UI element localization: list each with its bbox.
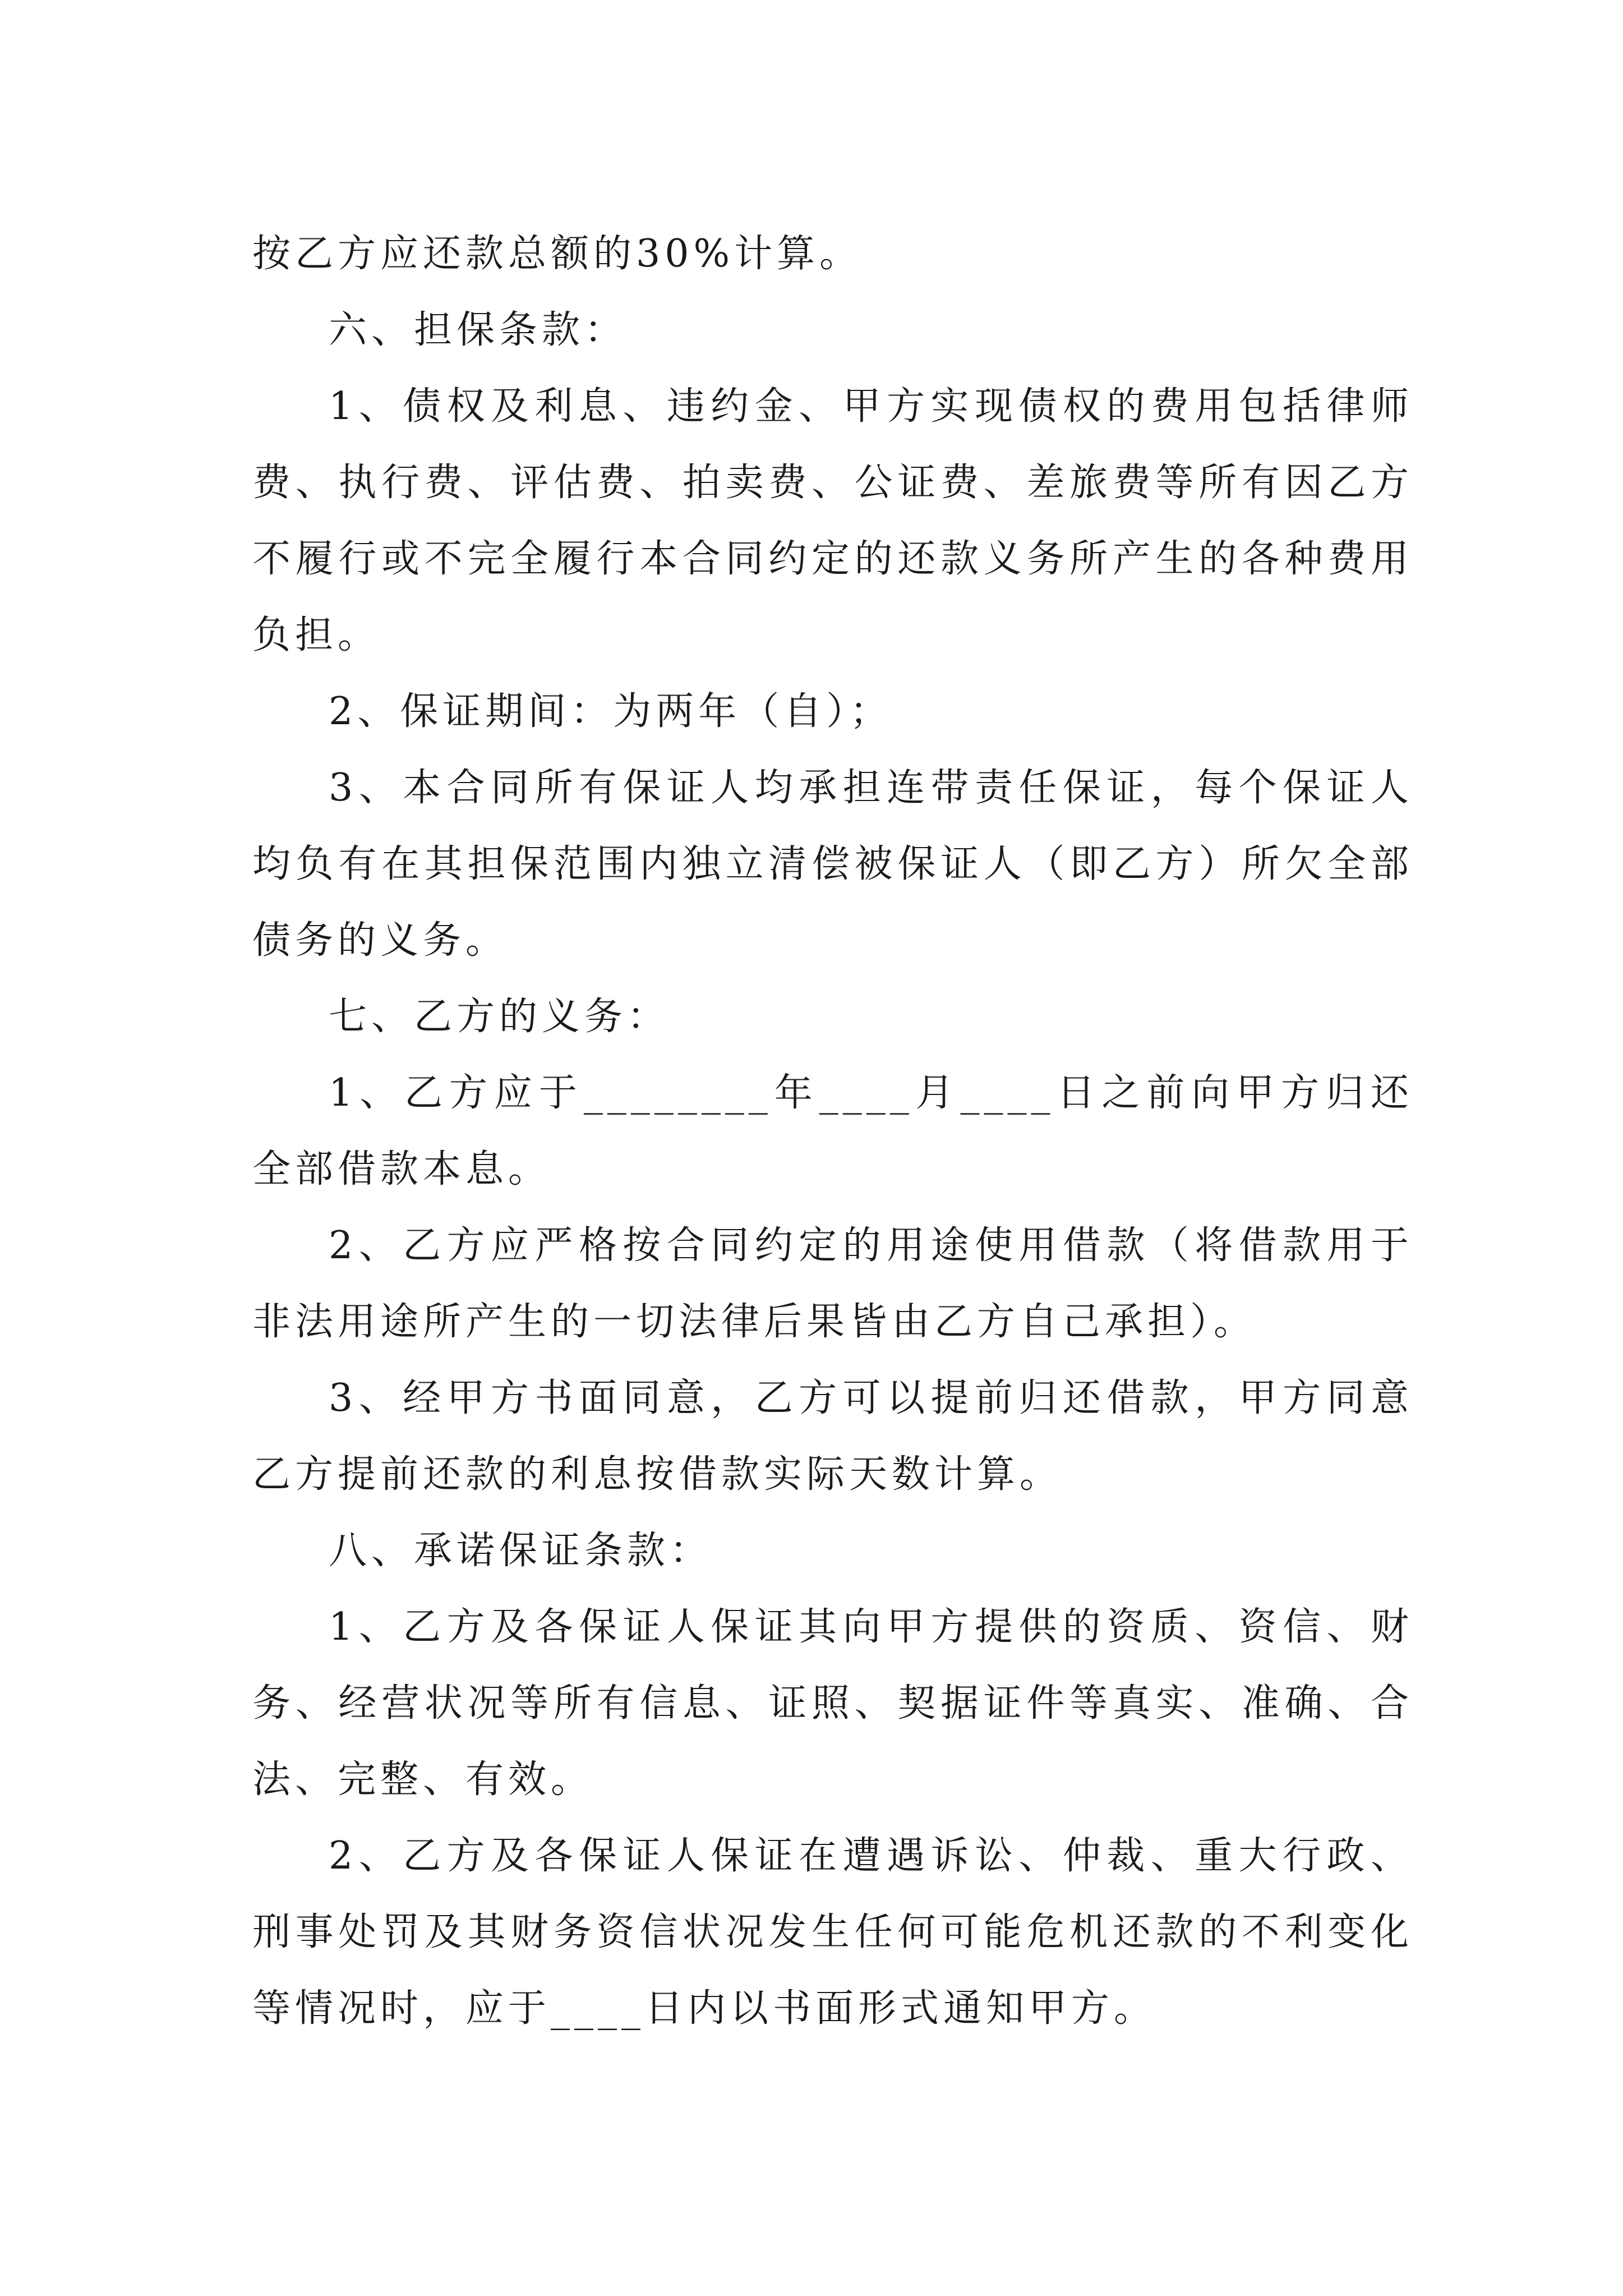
section-heading-obligations: 七、乙方的义务： [329,995,670,1039]
clause-early-repayment: 3、经甲方书面同意，乙方可以提前归还借款，甲方同意乙方提前还款的利息按借款实际天数计算。 [252,1376,1413,1497]
clause-information-truth: 1、乙方及各保证人保证其向甲方提供的资质、资信、财务、经营状况等所有信息、证照、契据证件等真实、准确、合法、完整、有效。 [252,1605,1413,1802]
clause-joint-liability: 3、本合同所有保证人均承担连带责任保证，每个保证人均负有在其担保范围内独立清偿被保证人（即乙方）所欠全部债务的义务。 [252,766,1413,963]
clause-loan-usage: 2、乙方应严格按合同约定的用途使用借款（将借款用于非法用途所产生的一切法律后果皆由乙方自己承担）。 [252,1223,1413,1344]
clause-notification: 2、乙方及各保证人保证在遭遇诉讼、仲裁、重大行政、刑事处罚及其财务资信状况发生任何可能危机还款的不利变化等情况时，应于____日内以书面形式通知甲方。 [252,1834,1413,2031]
document-body [252,216,1413,2047]
clause-guarantee-period: 2、保证期间：为两年（自）； [329,689,893,734]
clause-repayment-date: 1、乙方应于________年____月____日之前向甲方归还全部借款本息。 [252,1071,1413,1191]
section-heading-warranties: 八、承诺保证条款： [329,1529,713,1573]
clause-guarantee-scope: 1、债权及利息、违约金、甲方实现债权的费用包括律师费、执行费、评估费、拍卖费、公证费、差旅费等所有因乙方不履行或不完全履行本合同约定的还款义务所产生的各种费用负担。 [252,384,1413,657]
section-heading-guarantee: 六、担保条款： [329,308,628,352]
paragraph-continuation: 按乙方应还款总额的30%计算。 [252,232,863,276]
